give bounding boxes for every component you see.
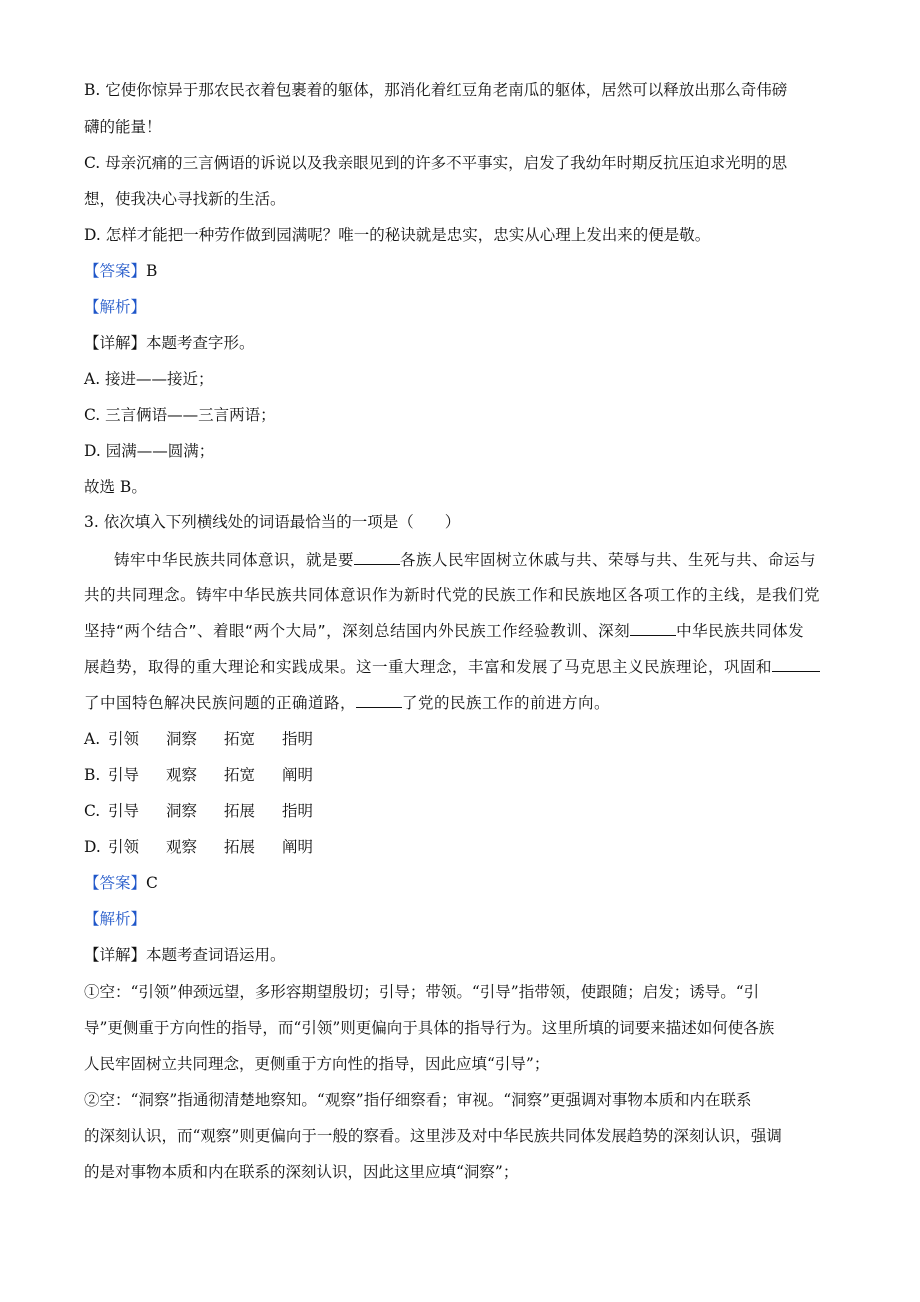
answer-tag: 【答案】	[84, 874, 147, 892]
q2-option-c-line2: 想，使我决心寻找新的生活。	[84, 190, 286, 208]
q2-fix-d: D. 园满——圆满；	[84, 442, 215, 460]
q3-explain-2-line3: 的是对事物本质和内在联系的深刻认识，因此这里应填“洞察”；	[84, 1163, 519, 1181]
answer-tag: 【答案】	[84, 262, 147, 280]
q2-option-b-line2: 礴的能量！	[84, 118, 162, 136]
q2-option-c-line1: C. 母亲沉痛的三言俩语的诉说以及我亲眼见到的许多不平事实，启发了我幼年时期反抗压迫求光明的思	[84, 154, 788, 172]
q3-option-a: A. 引领 洞察 拓宽 指明	[84, 730, 314, 748]
q2-fix-c: C. 三言俩语——三言两语；	[84, 406, 276, 424]
q2-detail: 【详解】本题考查字形。	[84, 334, 255, 352]
q3-explain-1-line3: 人民牢固树立共同理念，更侧重于方向性的指导，因此应填“引导”；	[84, 1055, 550, 1073]
q2-conclusion: 故选 B。	[84, 478, 147, 496]
answer-value: B	[146, 262, 158, 280]
q3-passage-line2: 共的共同理念。铸牢中华民族共同体意识作为新时代党的民族工作和民族地区各项工作的主线，是我们党	[84, 586, 821, 604]
q3-option-d: D. 引领 观察 拓展 阐明	[84, 838, 314, 856]
q2-analysis-tag: 【解析】	[84, 298, 147, 316]
q3-stem: 3. 依次填入下列横线处的词语最恰当的一项是（ ）	[84, 513, 461, 531]
answer-value: C	[146, 874, 158, 892]
q3-detail: 【详解】本题考查词语运用。	[84, 946, 286, 964]
q3-passage-line1: 铸牢中华民族共同体意识，就是要 各族人民牢固树立休戚与共、荣辱与共、生死与共、命运与	[114, 551, 817, 569]
q2-option-b-line1: B. 它使你惊异于那农民衣着包裹着的躯体，那消化着红豆角老南瓜的躯体，居然可以释放出那么奇伟磅	[84, 81, 788, 99]
q2-answer	[84, 260, 844, 282]
blank-3	[772, 656, 820, 672]
q3-passage-line3: 坚持“两个结合”、着眼“两个大局”，深刻总结国内外民族工作经验教训、深刻 中华民族共同体发	[84, 622, 805, 640]
q3-passage-line4: 展趋势，取得的重大理论和实践成果。这一重大理念，丰富和发展了马克思主义民族理论，巩固和	[84, 656, 844, 678]
q3-explain-1-line1: ①空：“引领”伸颈远望，多形容期望殷切；引导；带领。“引导”指带领，使跟随；启发；诱导。“引	[84, 983, 760, 1001]
q3-analysis-tag: 【解析】	[84, 910, 147, 928]
q3-answer	[84, 872, 844, 894]
blank-1	[354, 549, 400, 565]
q2-fix-a: A. 接进——接近；	[84, 370, 214, 388]
q3-passage-line5: 了中国特色解决民族问题的正确道路， 了党的民族工作的前进方向。	[84, 694, 611, 712]
blank-2	[630, 620, 676, 636]
q3-explain-2-line1: ②空：“洞察”指通彻清楚地察知。“观察”指仔细察看；审视。“洞察”更强调对事物本质和内在联系	[84, 1091, 752, 1109]
q3-explain-2-line2: 的深刻认识，而“观察”则更偏向于一般的察看。这里涉及对中华民族共同体发展趋势的深刻认识，强调	[84, 1127, 782, 1145]
q3-option-c: C. 引导 洞察 拓展 指明	[84, 802, 314, 820]
q3-option-b: B. 引导 观察 拓宽 阐明	[84, 766, 314, 784]
q3-explain-1-line2: 导”更侧重于方向性的指导，而“引领”则更偏向于具体的指导行为。这里所填的词要来描述如何使各族	[84, 1019, 775, 1037]
q2-option-d: D. 怎样才能把一种劳作做到园满呢？唯一的秘诀就是忠实，忠实从心理上发出来的便是敬。	[84, 226, 711, 244]
blank-4	[356, 692, 402, 708]
